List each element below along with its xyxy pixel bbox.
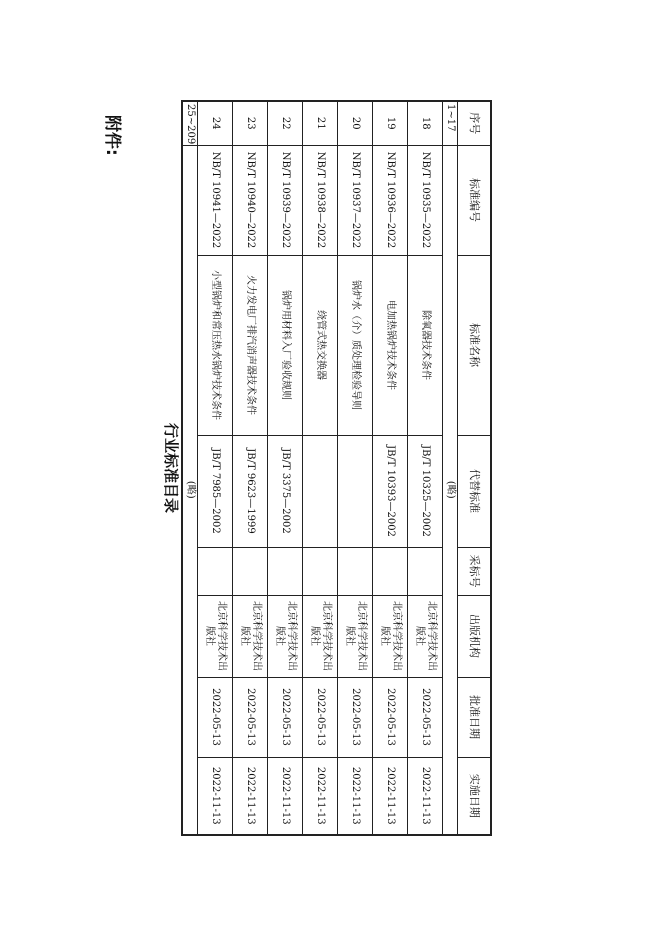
row-code: NB/T 10935—2022: [408, 145, 443, 255]
group-row-top: [443, 101, 458, 835]
header-replaces: 代替标准: [458, 435, 492, 547]
row-name: 电加热锅炉技术条件: [373, 255, 408, 435]
row-approve-date: 2022-05-13: [198, 677, 233, 757]
row-effective-date: 2022-11-13: [303, 757, 338, 835]
row-no: 20: [338, 101, 373, 145]
row-approve-date: 2022-05-13: [373, 677, 408, 757]
group-note: (略): [443, 145, 458, 835]
header-approve-date: 批准日期: [458, 677, 492, 757]
row-adopted: [233, 547, 268, 595]
table-row: [303, 101, 338, 835]
row-code: NB/T 10940—2022: [233, 145, 268, 255]
row-no: 24: [198, 101, 233, 145]
row-adopted: [198, 547, 233, 595]
row-publisher: 北京科学技术出版社: [233, 595, 268, 677]
row-no: 18: [408, 101, 443, 145]
row-adopted: [338, 547, 373, 595]
group-range: 25~209: [182, 101, 198, 145]
row-approve-date: 2022-05-13: [233, 677, 268, 757]
table-row: [268, 101, 303, 835]
row-name: 小型锅炉和常压热水锅炉技术条件: [198, 255, 233, 435]
header-publisher: 出版机构: [458, 595, 492, 677]
row-publisher: 北京科学技术出版社: [303, 595, 338, 677]
standards-table: [181, 100, 492, 836]
row-approve-date: 2022-05-13: [408, 677, 443, 757]
row-replaces: JB/T 10325—2002: [408, 435, 443, 547]
group-row-bottom: [182, 101, 198, 835]
row-code: NB/T 10939—2022: [268, 145, 303, 255]
row-effective-date: 2022-11-13: [373, 757, 408, 835]
header-no: 序号: [458, 101, 492, 145]
row-adopted: [303, 547, 338, 595]
table-row: [373, 101, 408, 835]
row-no: 19: [373, 101, 408, 145]
row-code: NB/T 10941—2022: [198, 145, 233, 255]
table-row: [408, 101, 443, 835]
header-code: 标准编号: [458, 145, 492, 255]
row-name: 除氧器技术条件: [408, 255, 443, 435]
row-publisher: 北京科学技术出版社: [198, 595, 233, 677]
row-replaces: [338, 435, 373, 547]
row-publisher: 北京科学技术出版社: [268, 595, 303, 677]
table-row: [338, 101, 373, 835]
row-name: 火力发电厂排汽消声器技术条件: [233, 255, 268, 435]
row-approve-date: 2022-05-13: [338, 677, 373, 757]
row-effective-date: 2022-11-13: [233, 757, 268, 835]
group-range: 1~17: [443, 101, 458, 145]
row-no: 22: [268, 101, 303, 145]
group-note: (略): [182, 145, 198, 835]
row-name: 锅炉水（介）质处理检验导则: [338, 255, 373, 435]
row-no: 23: [233, 101, 268, 145]
row-no: 21: [303, 101, 338, 145]
header-effective-date: 实施日期: [458, 757, 492, 835]
row-adopted: [408, 547, 443, 595]
document-title: 行业标准目录: [162, 422, 180, 513]
row-code: NB/T 10938—2022: [303, 145, 338, 255]
row-publisher: 北京科学技术出版社: [373, 595, 408, 677]
row-effective-date: 2022-11-13: [408, 757, 443, 835]
table-row: [233, 101, 268, 835]
attachment-label: 附件:: [102, 115, 122, 156]
row-replaces: JB/T 7985—2002: [198, 435, 233, 547]
row-effective-date: 2022-11-13: [338, 757, 373, 835]
row-approve-date: 2022-05-13: [303, 677, 338, 757]
row-publisher: 北京科学技术出版社: [338, 595, 373, 677]
row-name: 锅炉用材料入厂验收规则: [268, 255, 303, 435]
row-code: NB/T 10937—2022: [338, 145, 373, 255]
row-replaces: [303, 435, 338, 547]
row-code: NB/T 10936—2022: [373, 145, 408, 255]
table-row: [198, 101, 233, 835]
row-replaces: JB/T 10393—2002: [373, 435, 408, 547]
row-approve-date: 2022-05-13: [268, 677, 303, 757]
header-name: 标准名称: [458, 255, 492, 435]
table-header-row: [458, 101, 492, 835]
header-adopted: 采标号: [458, 547, 492, 595]
row-replaces: JB/T 3375—2002: [268, 435, 303, 547]
row-effective-date: 2022-11-13: [198, 757, 233, 835]
row-adopted: [373, 547, 408, 595]
row-replaces: JB/T 9623—1999: [233, 435, 268, 547]
row-publisher: 北京科学技术出版社: [408, 595, 443, 677]
row-name: 绕管式热交换器: [303, 255, 338, 435]
row-adopted: [268, 547, 303, 595]
row-effective-date: 2022-11-13: [268, 757, 303, 835]
